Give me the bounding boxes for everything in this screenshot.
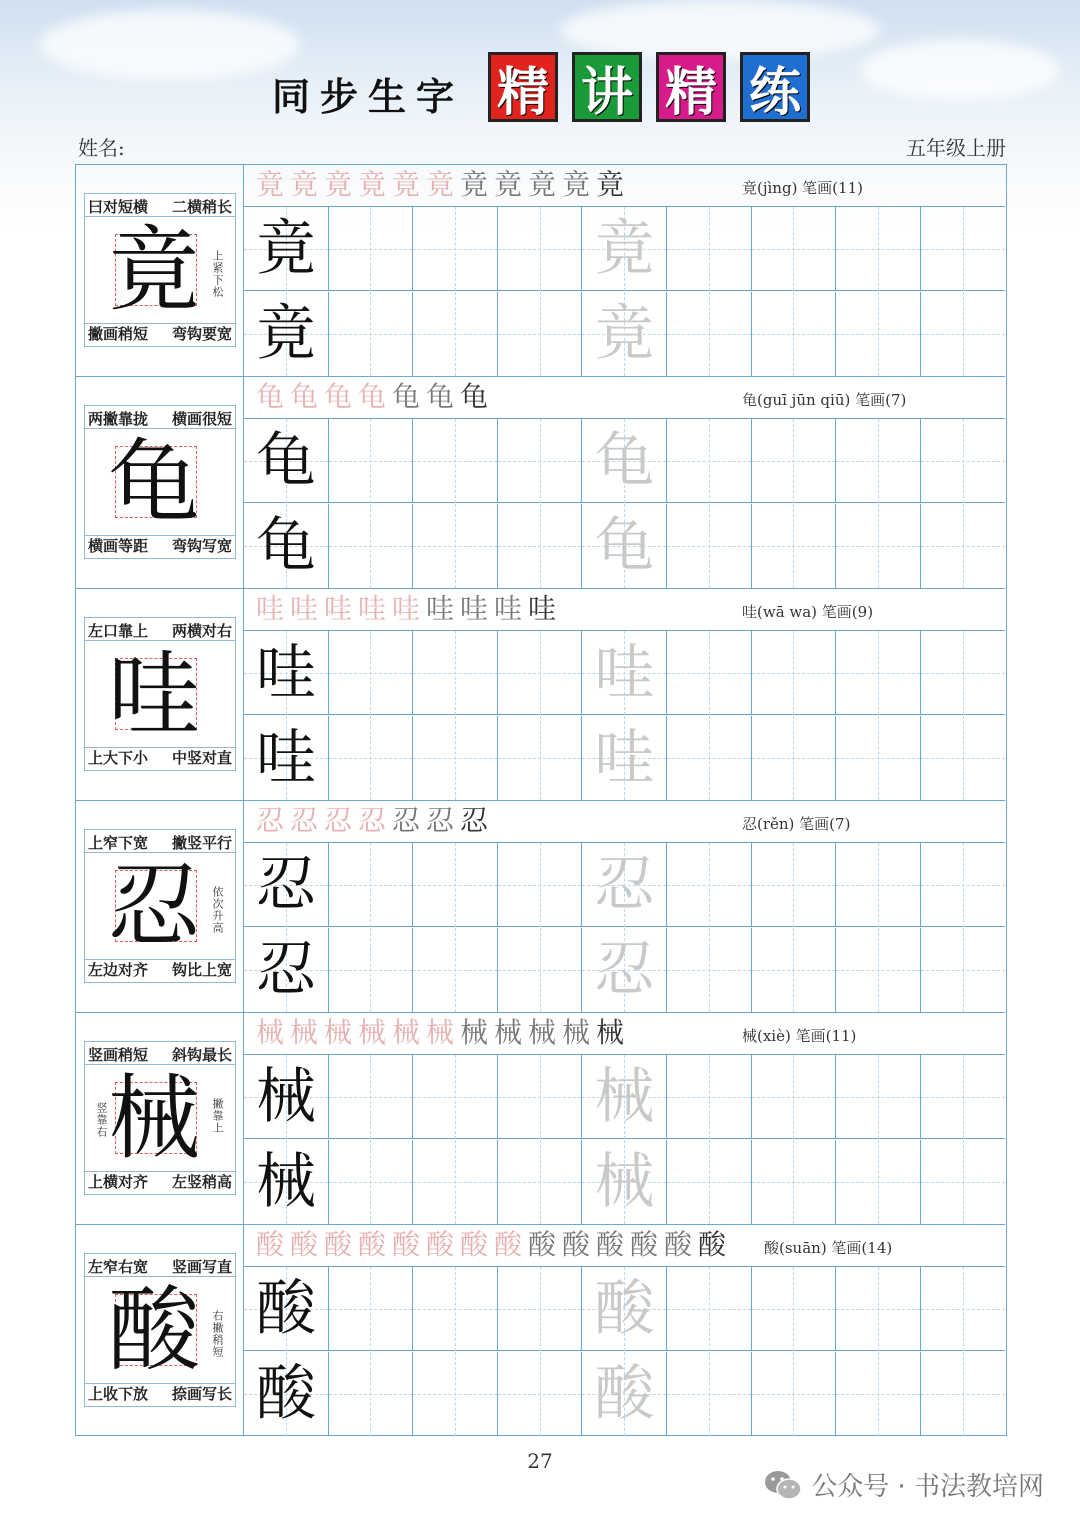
sample-character: 哇 xyxy=(256,638,316,708)
stroke-step: 哇 xyxy=(324,592,353,625)
practice-cell[interactable] xyxy=(921,419,1006,503)
practice-row xyxy=(244,843,1005,927)
practice-cell[interactable] xyxy=(582,1140,667,1224)
footer xyxy=(763,1466,1044,1503)
side-note: 右撇稍短 xyxy=(211,1310,224,1358)
stroke-step: 酸 xyxy=(426,1228,455,1261)
sample-character: 竟 xyxy=(256,214,316,284)
practice-cell[interactable] xyxy=(582,292,667,376)
stroke-step: 忍 xyxy=(290,804,319,837)
practice-cell[interactable] xyxy=(582,716,667,800)
practice-row xyxy=(244,292,1005,376)
practice-cell[interactable] xyxy=(836,207,921,291)
character-block xyxy=(76,165,1005,377)
writing-tip: 钩比上宽 xyxy=(171,961,232,979)
stroke-order-row xyxy=(244,165,1005,207)
practice-cell[interactable] xyxy=(413,292,498,376)
stroke-step: 龟 xyxy=(256,380,285,413)
practice-cell[interactable] xyxy=(498,928,583,1012)
writing-tip: 弯钩写宽 xyxy=(171,537,232,555)
sample-character: 忍 xyxy=(256,934,316,1005)
writing-tip: 左边对齐 xyxy=(88,961,149,979)
stroke-step: 忍 xyxy=(460,804,489,837)
stroke-step: 哇 xyxy=(290,592,319,625)
guide-card xyxy=(84,829,236,983)
guide-column xyxy=(76,801,244,1012)
practice-cell[interactable] xyxy=(752,631,837,715)
title-badge-jing: 精 xyxy=(488,52,558,122)
trace-character: 龟 xyxy=(594,510,655,581)
practice-cell[interactable] xyxy=(329,631,414,715)
grade-label: 五年级上册 xyxy=(906,136,1006,160)
stroke-step: 龟 xyxy=(324,380,353,413)
stroke-step: 竟 xyxy=(596,168,625,201)
writing-tip: 二横稍长 xyxy=(171,198,232,216)
stroke-step: 哇 xyxy=(528,592,557,625)
practice-cell[interactable] xyxy=(582,1352,667,1436)
writing-tip: 左窄右宽 xyxy=(88,1258,149,1276)
title-badge-jiang: 讲 xyxy=(572,52,642,122)
stroke-step: 忍 xyxy=(426,804,455,837)
stroke-step: 械 xyxy=(426,1016,455,1049)
page-title: 同步生字 xyxy=(272,75,465,119)
practice-cell[interactable] xyxy=(498,419,583,503)
sample-character: 械 xyxy=(256,1062,316,1132)
practice-cell[interactable] xyxy=(413,1352,498,1436)
practice-cell[interactable] xyxy=(244,716,329,800)
stroke-step: 酸 xyxy=(528,1228,557,1261)
practice-cell[interactable] xyxy=(752,928,837,1012)
character-info: 竟(jìng) 笔画(11) xyxy=(742,179,863,197)
practice-cell[interactable] xyxy=(413,1055,498,1139)
practice-cell[interactable] xyxy=(582,207,667,291)
stroke-step: 忍 xyxy=(256,804,285,837)
stroke-step: 忍 xyxy=(358,804,387,837)
practice-cell[interactable] xyxy=(413,504,498,588)
guide-column xyxy=(76,1225,244,1436)
writing-tip: 上窄下宽 xyxy=(88,834,149,852)
practice-cell[interactable] xyxy=(667,1140,752,1224)
practice-sheet xyxy=(75,164,1007,1436)
practice-cell[interactable] xyxy=(413,928,498,1012)
sample-character: 龟 xyxy=(256,510,316,581)
practice-cell[interactable] xyxy=(752,419,837,503)
model-character: 械 xyxy=(107,1065,200,1172)
practice-row xyxy=(244,504,1005,588)
practice-cell[interactable] xyxy=(498,843,583,927)
stroke-step: 酸 xyxy=(324,1228,353,1261)
stroke-step: 竟 xyxy=(358,168,387,201)
character-block xyxy=(76,801,1005,1013)
practice-cell[interactable] xyxy=(329,928,414,1012)
practice-row xyxy=(244,207,1005,291)
practice-cell[interactable] xyxy=(329,1140,414,1224)
practice-cell[interactable] xyxy=(413,419,498,503)
guide-card xyxy=(84,193,236,347)
writing-tip: 撇竖平行 xyxy=(171,834,232,852)
practice-cell[interactable] xyxy=(667,1055,752,1139)
stroke-step: 竟 xyxy=(494,168,523,201)
character-block xyxy=(76,377,1005,589)
stroke-step: 械 xyxy=(392,1016,421,1049)
character-block xyxy=(76,1013,1005,1225)
practice-row xyxy=(244,1267,1005,1351)
writing-tip: 左竖稍高 xyxy=(171,1173,232,1191)
stroke-order-row xyxy=(244,1013,1005,1055)
sample-character: 哇 xyxy=(256,722,316,793)
writing-tip: 曰对短横 xyxy=(88,198,149,216)
practice-cell[interactable] xyxy=(752,1055,837,1139)
practice-cell[interactable] xyxy=(244,419,329,503)
writing-tip: 上收下放 xyxy=(88,1385,149,1403)
stroke-step: 哇 xyxy=(426,592,455,625)
stroke-order-row xyxy=(244,377,1005,419)
practice-cell[interactable] xyxy=(921,716,1006,800)
practice-cell[interactable] xyxy=(921,207,1006,291)
character-block xyxy=(76,589,1005,801)
practice-row xyxy=(244,716,1005,800)
model-character: 忍 xyxy=(107,853,200,960)
stroke-step: 龟 xyxy=(290,380,319,413)
stroke-step: 械 xyxy=(290,1016,319,1049)
trace-character: 械 xyxy=(594,1062,655,1132)
practice-cell[interactable] xyxy=(752,207,837,291)
practice-cell[interactable] xyxy=(244,207,329,291)
practice-cell[interactable] xyxy=(921,504,1006,588)
practice-cell[interactable] xyxy=(752,504,837,588)
title-badge-lian: 练 xyxy=(740,52,810,122)
practice-cell[interactable] xyxy=(329,292,414,376)
sample-character: 龟 xyxy=(256,426,316,496)
practice-cell[interactable] xyxy=(836,843,921,927)
stroke-step: 哇 xyxy=(494,592,523,625)
writing-tip: 捺画写长 xyxy=(171,1385,232,1403)
practice-cell[interactable] xyxy=(244,1267,329,1351)
stroke-step: 酸 xyxy=(460,1228,489,1261)
practice-cell[interactable] xyxy=(329,207,414,291)
practice-cell[interactable] xyxy=(329,504,414,588)
practice-cell[interactable] xyxy=(667,1267,752,1351)
stroke-step: 竟 xyxy=(324,168,353,201)
writing-tip: 竖画写直 xyxy=(171,1258,232,1276)
stroke-step: 酸 xyxy=(664,1228,693,1261)
stroke-step: 酸 xyxy=(290,1228,319,1261)
practice-cell[interactable] xyxy=(413,716,498,800)
guide-card xyxy=(84,617,236,771)
practice-cell[interactable] xyxy=(498,207,583,291)
practice-cell[interactable] xyxy=(921,631,1006,715)
practice-cell[interactable] xyxy=(244,292,329,376)
practice-cell[interactable] xyxy=(667,207,752,291)
stroke-step: 械 xyxy=(324,1016,353,1049)
stroke-step: 械 xyxy=(494,1016,523,1049)
practice-cell[interactable] xyxy=(244,1352,329,1436)
practice-cell[interactable] xyxy=(329,843,414,927)
stroke-order-row xyxy=(244,1225,1005,1267)
side-note: 竖靠右 xyxy=(95,1102,108,1138)
stroke-step: 酸 xyxy=(562,1228,591,1261)
guide-card xyxy=(84,405,236,559)
stroke-step: 龟 xyxy=(426,380,455,413)
stroke-step: 械 xyxy=(562,1016,591,1049)
sample-character: 竟 xyxy=(256,298,316,369)
practice-cell[interactable] xyxy=(498,1267,583,1351)
practice-cell[interactable] xyxy=(921,1140,1006,1224)
trace-character: 械 xyxy=(594,1146,655,1217)
practice-cell[interactable] xyxy=(921,1267,1006,1351)
practice-cell[interactable] xyxy=(498,716,583,800)
character-info: 酸(suān) 笔画(14) xyxy=(764,1239,893,1257)
practice-cell[interactable] xyxy=(667,843,752,927)
writing-tip: 竖画稍短 xyxy=(88,1046,149,1064)
guide-card xyxy=(84,1253,236,1407)
practice-cell[interactable] xyxy=(244,1140,329,1224)
stroke-step: 龟 xyxy=(460,380,489,413)
writing-tip: 横画等距 xyxy=(88,537,149,555)
guide-column xyxy=(76,377,244,588)
practice-cell[interactable] xyxy=(667,292,752,376)
character-info: 械(xiè) 笔画(11) xyxy=(742,1027,857,1045)
writing-tip: 斜钩最长 xyxy=(171,1046,232,1064)
guide-column xyxy=(76,1013,244,1224)
practice-cell[interactable] xyxy=(752,1140,837,1224)
title-badge-jing-2: 精 xyxy=(656,52,726,122)
practice-cell[interactable] xyxy=(921,292,1006,376)
practice-cell[interactable] xyxy=(413,1267,498,1351)
practice-cell[interactable] xyxy=(413,631,498,715)
practice-cell[interactable] xyxy=(329,1352,414,1436)
practice-cell[interactable] xyxy=(667,631,752,715)
side-note: 依次升高 xyxy=(211,886,224,934)
practice-cell[interactable] xyxy=(244,631,329,715)
practice-cell[interactable] xyxy=(921,928,1006,1012)
practice-cell[interactable] xyxy=(582,1267,667,1351)
practice-cell[interactable] xyxy=(836,504,921,588)
practice-cell[interactable] xyxy=(667,716,752,800)
stroke-step: 酸 xyxy=(596,1228,625,1261)
stroke-step: 酸 xyxy=(392,1228,421,1261)
writing-tip: 横画很短 xyxy=(171,410,232,428)
writing-tip: 上大下小 xyxy=(88,749,149,767)
trace-character: 竟 xyxy=(594,298,655,369)
stroke-step: 哇 xyxy=(358,592,387,625)
footer-text: 公众号 · 书法教培网 xyxy=(811,1472,1044,1502)
practice-cell[interactable] xyxy=(921,843,1006,927)
practice-cell[interactable] xyxy=(498,1140,583,1224)
trace-character: 酸 xyxy=(594,1274,655,1344)
stroke-step: 竟 xyxy=(392,168,421,201)
writing-tip: 两撇靠拢 xyxy=(88,410,149,428)
stroke-step: 械 xyxy=(460,1016,489,1049)
practice-cell[interactable] xyxy=(836,1140,921,1224)
stroke-step: 酸 xyxy=(494,1228,523,1261)
practice-cell[interactable] xyxy=(498,1055,583,1139)
practice-cell[interactable] xyxy=(582,419,667,503)
practice-cell[interactable] xyxy=(498,1352,583,1436)
practice-cell[interactable] xyxy=(836,631,921,715)
stroke-step: 哇 xyxy=(460,592,489,625)
practice-cell[interactable] xyxy=(498,504,583,588)
practice-row xyxy=(244,631,1005,715)
trace-character: 忍 xyxy=(594,934,655,1005)
writing-tip: 两横对右 xyxy=(171,622,232,640)
practice-cell[interactable] xyxy=(413,843,498,927)
practice-cell[interactable] xyxy=(836,1055,921,1139)
stroke-step: 龟 xyxy=(392,380,421,413)
stroke-step: 竟 xyxy=(460,168,489,201)
practice-cell[interactable] xyxy=(667,419,752,503)
writing-tip: 左口靠上 xyxy=(88,622,149,640)
practice-cell[interactable] xyxy=(836,419,921,503)
practice-cell[interactable] xyxy=(752,716,837,800)
model-character: 龟 xyxy=(107,429,200,536)
practice-cell[interactable] xyxy=(329,1055,414,1139)
practice-cell[interactable] xyxy=(836,716,921,800)
model-character: 竟 xyxy=(107,217,200,324)
practice-cell[interactable] xyxy=(921,1055,1006,1139)
stroke-step: 酸 xyxy=(630,1228,659,1261)
practice-cell[interactable] xyxy=(498,292,583,376)
stroke-step: 忍 xyxy=(324,804,353,837)
stroke-step: 酸 xyxy=(256,1228,285,1261)
practice-cell[interactable] xyxy=(498,631,583,715)
stroke-step: 龟 xyxy=(358,380,387,413)
practice-cell[interactable] xyxy=(329,419,414,503)
guide-card xyxy=(84,1041,236,1195)
writing-tip: 弯钩要宽 xyxy=(171,325,232,343)
practice-cell[interactable] xyxy=(836,928,921,1012)
practice-cell[interactable] xyxy=(752,843,837,927)
trace-character: 哇 xyxy=(594,638,655,708)
character-info: 龟(guī jūn qiū) 笔画(7) xyxy=(742,391,907,409)
stroke-step: 竟 xyxy=(528,168,557,201)
model-character: 酸 xyxy=(107,1277,200,1384)
practice-cell[interactable] xyxy=(836,1267,921,1351)
guide-column xyxy=(76,589,244,800)
practice-cell[interactable] xyxy=(921,1352,1006,1436)
trace-character: 竟 xyxy=(594,214,655,284)
character-info: 哇(wā wa) 笔画(9) xyxy=(742,603,874,621)
sample-character: 酸 xyxy=(256,1358,316,1429)
page-header xyxy=(0,48,1080,128)
practice-cell[interactable] xyxy=(752,1267,837,1351)
practice-cell[interactable] xyxy=(244,928,329,1012)
practice-row xyxy=(244,1055,1005,1139)
practice-cell[interactable] xyxy=(752,292,837,376)
practice-cell[interactable] xyxy=(413,1140,498,1224)
wechat-icon xyxy=(763,1469,803,1501)
practice-cell[interactable] xyxy=(244,504,329,588)
practice-cell[interactable] xyxy=(752,1352,837,1436)
stroke-step: 酸 xyxy=(358,1228,387,1261)
stroke-step: 酸 xyxy=(698,1228,727,1261)
stroke-order-row xyxy=(244,589,1005,631)
writing-tip: 上横对齐 xyxy=(88,1173,149,1191)
practice-cell[interactable] xyxy=(667,1352,752,1436)
practice-cell[interactable] xyxy=(329,1267,414,1351)
practice-cell[interactable] xyxy=(582,1055,667,1139)
practice-row xyxy=(244,928,1005,1012)
writing-tip: 中竖对直 xyxy=(171,749,232,767)
name-label: 姓名: xyxy=(78,136,125,160)
sample-character: 酸 xyxy=(256,1274,316,1344)
stroke-step: 竟 xyxy=(562,168,591,201)
stroke-step: 械 xyxy=(358,1016,387,1049)
practice-cell[interactable] xyxy=(244,843,329,927)
sample-character: 械 xyxy=(256,1146,316,1217)
stroke-step: 械 xyxy=(256,1016,285,1049)
stroke-step: 忍 xyxy=(392,804,421,837)
practice-cell[interactable] xyxy=(582,504,667,588)
practice-cell[interactable] xyxy=(582,928,667,1012)
practice-cell[interactable] xyxy=(413,207,498,291)
stroke-step: 械 xyxy=(596,1016,625,1049)
practice-row xyxy=(244,419,1005,503)
stroke-step: 哇 xyxy=(392,592,421,625)
practice-cell[interactable] xyxy=(329,716,414,800)
practice-row xyxy=(244,1140,1005,1224)
character-block xyxy=(76,1225,1005,1437)
practice-cell[interactable] xyxy=(582,843,667,927)
model-character: 哇 xyxy=(107,641,200,748)
practice-cell[interactable] xyxy=(836,292,921,376)
stroke-step: 竟 xyxy=(426,168,455,201)
guide-column xyxy=(76,165,244,376)
practice-cell[interactable] xyxy=(667,928,752,1012)
practice-cell[interactable] xyxy=(244,1055,329,1139)
sample-character: 忍 xyxy=(256,850,316,920)
practice-cell[interactable] xyxy=(582,631,667,715)
stroke-step: 哇 xyxy=(256,592,285,625)
stroke-step: 竟 xyxy=(256,168,285,201)
trace-character: 龟 xyxy=(594,426,655,496)
trace-character: 酸 xyxy=(594,1358,655,1429)
trace-character: 哇 xyxy=(594,722,655,793)
practice-cell[interactable] xyxy=(667,504,752,588)
writing-tip: 撇画稍短 xyxy=(88,325,149,343)
stroke-step: 竟 xyxy=(290,168,319,201)
page-number: 27 xyxy=(527,1449,553,1473)
trace-character: 忍 xyxy=(594,850,655,920)
practice-cell[interactable] xyxy=(836,1352,921,1436)
practice-row xyxy=(244,1352,1005,1436)
stroke-step: 械 xyxy=(528,1016,557,1049)
side-note: 上紧下松 xyxy=(211,250,224,298)
side-note: 撇靠上 xyxy=(211,1098,224,1134)
character-info: 忍(rěn) 笔画(7) xyxy=(742,815,851,833)
stroke-order-row xyxy=(244,801,1005,843)
